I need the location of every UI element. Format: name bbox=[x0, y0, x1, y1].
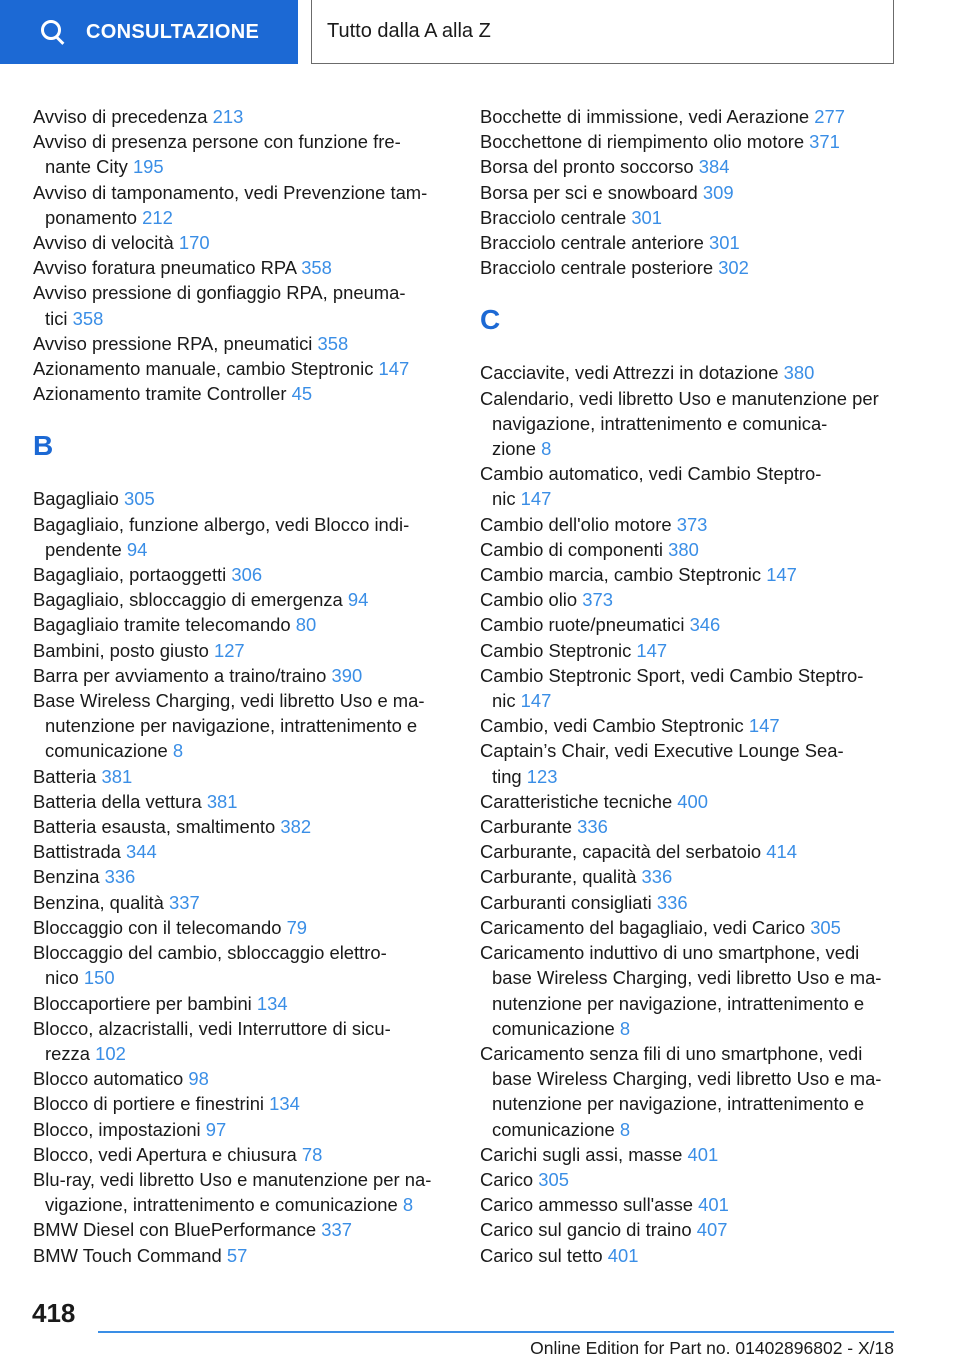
index-entry-text: ting bbox=[492, 765, 522, 787]
index-column-left bbox=[33, 104, 453, 1268]
index-entry-text: Caratteristiche tecniche bbox=[480, 790, 673, 812]
page-reference-link[interactable]: 127 bbox=[213, 639, 245, 661]
page-reference-link[interactable]: 212 bbox=[142, 206, 173, 228]
index-entry bbox=[480, 386, 900, 462]
page-reference-link[interactable]: 358 bbox=[72, 307, 104, 329]
page-reference-link[interactable]: 407 bbox=[696, 1219, 728, 1241]
page-reference-link[interactable]: 8 bbox=[619, 1118, 631, 1140]
index-entry bbox=[480, 713, 900, 738]
index-entry-text: Cambio Steptronic bbox=[480, 639, 632, 661]
page-reference-link[interactable]: 277 bbox=[814, 106, 845, 127]
page-reference-link[interactable]: 336 bbox=[577, 816, 608, 838]
page-reference-link[interactable]: 8 bbox=[172, 740, 184, 762]
page-reference-link[interactable]: 380 bbox=[783, 362, 815, 384]
index-entry-text: Bagagliaio, portaoggetti bbox=[33, 564, 227, 586]
page-reference-link[interactable]: 134 bbox=[269, 1093, 300, 1115]
page-reference-link[interactable]: 384 bbox=[698, 156, 730, 178]
page-reference-link[interactable]: 401 bbox=[687, 1143, 719, 1165]
index-entry bbox=[480, 537, 900, 562]
index-entry bbox=[480, 360, 900, 385]
index-entry bbox=[480, 1192, 900, 1217]
page-reference-link[interactable]: 147 bbox=[748, 715, 780, 737]
page-reference-link[interactable]: 147 bbox=[378, 358, 410, 380]
index-entry bbox=[33, 764, 453, 789]
index-entry-text: Battistrada bbox=[33, 841, 121, 863]
page-reference-link[interactable]: 305 bbox=[538, 1168, 569, 1190]
index-entry-text: nutenzione per navigazione, intrattenimento e bbox=[45, 715, 418, 737]
page-reference-link[interactable]: 134 bbox=[256, 992, 288, 1014]
index-entry-text: Carburante, qualità bbox=[480, 866, 637, 888]
index-entry bbox=[480, 1243, 900, 1268]
page-reference-link[interactable]: 57 bbox=[226, 1244, 248, 1266]
index-entry-text: Carburante bbox=[480, 816, 573, 838]
index-entry-text: tici bbox=[45, 307, 68, 329]
index-entry bbox=[33, 612, 453, 637]
index-entry bbox=[33, 991, 453, 1016]
page-reference-link[interactable]: 336 bbox=[104, 866, 136, 888]
index-entry bbox=[480, 1217, 900, 1242]
index-entry-text: Borsa per sci e snowboard bbox=[480, 181, 698, 203]
page-reference-link[interactable]: 302 bbox=[718, 257, 749, 279]
index-entry-text: Blu-ray, vedi libretto Uso e manutenzione per na- bbox=[33, 1168, 432, 1190]
index-entry-text: Cambio marcia, cambio Steptronic bbox=[480, 564, 762, 586]
search-icon bbox=[40, 19, 66, 45]
index-entry bbox=[480, 1142, 900, 1167]
index-entry-text: Blocco, alzacristalli, vedi Interruttore di sicu- bbox=[33, 1017, 391, 1039]
index-entry-text: nic bbox=[492, 690, 516, 712]
index-entry-text: Avviso di precedenza bbox=[33, 106, 208, 127]
page-reference-link[interactable]: 346 bbox=[689, 614, 721, 636]
index-entry-text: comunicazione bbox=[492, 1118, 615, 1140]
index-entry-text: Cambio di componenti bbox=[480, 538, 663, 560]
page-reference-link[interactable]: 337 bbox=[169, 891, 200, 913]
index-entry bbox=[33, 104, 453, 129]
page-reference-link[interactable]: 309 bbox=[702, 181, 734, 203]
index-entry bbox=[33, 1091, 453, 1116]
page-reference-link[interactable]: 344 bbox=[126, 841, 157, 863]
page-reference-link[interactable]: 147 bbox=[520, 488, 552, 510]
index-entry-text: Cambio dell'olio motore bbox=[480, 513, 672, 535]
index-entry-text: Cambio Steptronic Sport, vedi Cambio Steptro- bbox=[480, 664, 864, 686]
index-entry bbox=[480, 230, 900, 255]
page-reference-link[interactable]: 150 bbox=[83, 967, 115, 989]
index-entry bbox=[33, 1243, 453, 1268]
page-reference-link[interactable]: 78 bbox=[301, 1143, 323, 1165]
index-entry-text: Batteria bbox=[33, 765, 97, 787]
index-entry bbox=[33, 1167, 453, 1217]
index-entry bbox=[33, 1117, 453, 1142]
page-reference-link[interactable]: 336 bbox=[656, 891, 688, 913]
page-reference-link[interactable]: 305 bbox=[810, 916, 841, 938]
index-entry-text: Avviso foratura pneumatico RPA bbox=[33, 257, 297, 279]
page-reference-link[interactable]: 337 bbox=[321, 1219, 352, 1241]
index-entry-text: vigazione, intrattenimento e comunicazione bbox=[45, 1194, 398, 1216]
index-entry bbox=[480, 255, 900, 280]
page-reference-link[interactable]: 94 bbox=[126, 538, 148, 560]
page-reference-link[interactable]: 102 bbox=[95, 1042, 126, 1064]
index-entry-text: Blocco, impostazioni bbox=[33, 1118, 201, 1140]
page-reference-link[interactable]: 147 bbox=[520, 690, 552, 712]
index-entry-text: Bloccaggio con il telecomando bbox=[33, 916, 282, 938]
index-entry bbox=[480, 104, 900, 129]
index-entry-text: BMW Touch Command bbox=[33, 1244, 222, 1266]
footer-divider bbox=[98, 1331, 894, 1333]
index-entry bbox=[480, 814, 900, 839]
index-entry bbox=[480, 612, 900, 637]
index-entry bbox=[33, 562, 453, 587]
index-entry bbox=[33, 638, 453, 663]
index-entry-text: Bracciolo centrale anteriore bbox=[480, 232, 704, 254]
index-entry-text: Azionamento tramite Controller bbox=[33, 383, 287, 405]
index-entry-text: Carico sul gancio di traino bbox=[480, 1219, 692, 1241]
page-reference-link[interactable]: 373 bbox=[676, 513, 708, 535]
index-entry-text: Bocchettone di riempimento olio motore bbox=[480, 131, 805, 153]
header bbox=[0, 0, 960, 66]
index-entry bbox=[480, 180, 900, 205]
index-entry bbox=[33, 180, 453, 230]
index-entry-text: Benzina, qualità bbox=[33, 891, 164, 913]
index-entry-text: Cambio automatico, vedi Cambio Steptro- bbox=[480, 463, 822, 485]
index-entry-text: Caricamento induttivo di uno smartphone, vedi bbox=[480, 942, 860, 964]
index-entry bbox=[480, 1041, 900, 1142]
index-entry bbox=[33, 129, 453, 179]
index-entry bbox=[480, 1167, 900, 1192]
page-reference-link[interactable]: 8 bbox=[541, 438, 552, 460]
page-reference-link[interactable]: 382 bbox=[280, 816, 312, 838]
index-entry bbox=[33, 1066, 453, 1091]
index-entry-text: zione bbox=[492, 438, 536, 460]
section-title-box bbox=[311, 0, 894, 64]
index-entry-text: Bracciolo centrale posteriore bbox=[480, 257, 714, 279]
page-reference-link[interactable]: 97 bbox=[205, 1118, 227, 1140]
tab-consultazione[interactable] bbox=[0, 0, 298, 64]
index-entry bbox=[480, 461, 900, 511]
index-entry bbox=[33, 381, 453, 406]
index-entry-text: Avviso di presenza persone con funzione fre- bbox=[33, 131, 401, 153]
index-entry-text: Bagagliaio tramite telecomando bbox=[33, 614, 291, 636]
index-entry bbox=[33, 230, 453, 255]
page-reference-link[interactable]: 79 bbox=[286, 916, 308, 938]
page-reference-link[interactable]: 8 bbox=[619, 1017, 631, 1039]
index-entry bbox=[480, 154, 900, 179]
page-reference-link[interactable]: 45 bbox=[291, 383, 313, 405]
page-reference-link[interactable]: 80 bbox=[295, 614, 317, 636]
page-reference-link[interactable]: 358 bbox=[317, 332, 349, 354]
page-reference-link[interactable]: 414 bbox=[766, 841, 797, 863]
index-entry bbox=[33, 331, 453, 356]
index-entry bbox=[33, 356, 453, 381]
index-entry bbox=[480, 587, 900, 612]
index-entry bbox=[33, 1142, 453, 1167]
index-entry-text: nic bbox=[492, 488, 516, 510]
page-reference-link[interactable]: 381 bbox=[206, 790, 238, 812]
index-entry-text: Avviso di velocità bbox=[33, 232, 174, 254]
index-entry-text: Blocco automatico bbox=[33, 1068, 184, 1090]
index-entry-text: nico bbox=[45, 967, 79, 989]
index-entry bbox=[33, 255, 453, 280]
page-reference-link[interactable]: 195 bbox=[132, 156, 164, 178]
index-entry-text: Carico ammesso sull'asse bbox=[480, 1194, 694, 1216]
index-entry-text: Bambini, posto giusto bbox=[33, 639, 209, 661]
index-entry-text: nutenzione per navigazione, intrattenimento e bbox=[492, 992, 865, 1014]
index-entry bbox=[480, 738, 900, 788]
index-entry-text: Bagagliaio, sbloccaggio di emergenza bbox=[33, 589, 343, 611]
index-entry-text: BMW Diesel con BluePerformance bbox=[33, 1219, 317, 1241]
index-entry bbox=[33, 839, 453, 864]
index-entry-text: ponamento bbox=[45, 206, 138, 228]
index-entry-text: Avviso di tamponamento, vedi Prevenzione tam- bbox=[33, 181, 428, 203]
index-entry bbox=[33, 688, 453, 764]
index-entry bbox=[33, 486, 453, 511]
index-letter-heading: C bbox=[480, 304, 501, 336]
page-reference-link[interactable]: 147 bbox=[766, 564, 797, 586]
index-entry-text: Bloccaportiere per bambini bbox=[33, 992, 252, 1014]
index-entry-text: Captain’s Chair, vedi Executive Lounge Sea- bbox=[480, 740, 844, 762]
index-entry bbox=[33, 814, 453, 839]
index-entry-text: Carichi sugli assi, masse bbox=[480, 1143, 683, 1165]
index-entry-text: Bagagliaio, funzione albergo, vedi Blocco indi- bbox=[33, 513, 410, 535]
index-entry bbox=[33, 789, 453, 814]
page-reference-link[interactable]: 390 bbox=[331, 664, 363, 686]
page-reference-link[interactable]: 98 bbox=[188, 1068, 209, 1090]
index-entry-text: base Wireless Charging, vedi libretto Uso e ma- bbox=[492, 1068, 882, 1090]
page-reference-link[interactable]: 147 bbox=[636, 639, 668, 661]
index-entry-text: Caricamento senza fili di uno smartphone, vedi bbox=[480, 1042, 863, 1064]
index-entry-text: pendente bbox=[45, 538, 122, 560]
index-entry-text: Cacciavite, vedi Attrezzi in dotazione bbox=[480, 362, 779, 384]
page-reference-link[interactable]: 8 bbox=[402, 1194, 414, 1216]
index-entry bbox=[480, 638, 900, 663]
page-reference-link[interactable]: 401 bbox=[698, 1194, 729, 1216]
page-reference-link[interactable]: 305 bbox=[124, 488, 155, 510]
index-entry-text: Cambio, vedi Cambio Steptronic bbox=[480, 715, 744, 737]
index-entry-text: comunicazione bbox=[492, 1017, 615, 1039]
index-entry-text: Carburanti consigliati bbox=[480, 891, 652, 913]
page-reference-link[interactable]: 306 bbox=[231, 564, 263, 586]
index-entry bbox=[33, 512, 453, 562]
index-letter-heading: B bbox=[33, 430, 54, 462]
index-entry-text: Calendario, vedi libretto Uso e manutenzione per bbox=[480, 387, 879, 409]
index-entry-text: Borsa del pronto soccorso bbox=[480, 156, 694, 178]
index-entry-text: navigazione, intrattenimento e comunica- bbox=[492, 412, 828, 434]
index-entry-text: comunicazione bbox=[45, 740, 168, 762]
index-entry-text: Bagagliaio bbox=[33, 488, 119, 510]
index-entry-text: Carico sul tetto bbox=[480, 1244, 603, 1266]
page-reference-link[interactable]: 170 bbox=[178, 232, 210, 254]
index-entry-text: Base Wireless Charging, vedi libretto Uso e ma- bbox=[33, 690, 425, 712]
index-entry-text: Avviso pressione RPA, pneumatici bbox=[33, 332, 313, 354]
index-entry-text: Avviso pressione di gonfiaggio RPA, pneuma- bbox=[33, 282, 406, 304]
index-entry-text: rezza bbox=[45, 1042, 90, 1064]
index-entry-text: Bloccaggio del cambio, sbloccaggio elettro- bbox=[33, 942, 387, 964]
section-title: Tutto dalla A alla Z bbox=[327, 20, 491, 42]
index-entry-text: Batteria della vettura bbox=[33, 790, 202, 812]
index-entry bbox=[33, 1016, 453, 1066]
index-entry bbox=[480, 940, 900, 1041]
index-entry bbox=[33, 587, 453, 612]
index-entry-text: Benzina bbox=[33, 866, 100, 888]
page-reference-link[interactable]: 123 bbox=[526, 765, 558, 787]
index-entry-text: Blocco, vedi Apertura e chiusura bbox=[33, 1143, 297, 1165]
index-entry-text: Batteria esausta, smaltimento bbox=[33, 816, 276, 838]
page-number: 418 bbox=[32, 1298, 76, 1328]
edition-footer: Online Edition for Part no. 01402896802 - X/18 bbox=[530, 1338, 894, 1358]
page-reference-link[interactable]: 380 bbox=[668, 538, 699, 560]
index-entry-text: Cambio ruote/pneumatici bbox=[480, 614, 685, 636]
index-entry bbox=[480, 205, 900, 230]
index-entry-text: nutenzione per navigazione, intrattenimento e bbox=[492, 1093, 865, 1115]
index-entry-text: Azionamento manuale, cambio Steptronic bbox=[33, 358, 374, 380]
page-reference-link[interactable]: 301 bbox=[631, 206, 662, 228]
index-entry-text: Cambio olio bbox=[480, 589, 578, 611]
index-entry-text: Carburante, capacità del serbatoio bbox=[480, 841, 762, 863]
index-entry bbox=[480, 864, 900, 889]
index-entry bbox=[33, 1217, 453, 1242]
index-entry bbox=[480, 839, 900, 864]
index-entry bbox=[480, 789, 900, 814]
page-reference-link[interactable]: 94 bbox=[347, 589, 369, 611]
index-entry bbox=[33, 663, 453, 688]
index-entry bbox=[33, 280, 453, 330]
index-entry bbox=[33, 940, 453, 990]
page-reference-link[interactable]: 381 bbox=[101, 765, 133, 787]
index-column-right bbox=[480, 104, 900, 1268]
index-entry-text: Barra per avviamento a traino/traino bbox=[33, 664, 327, 686]
page-reference-link[interactable]: 301 bbox=[709, 232, 740, 254]
index-entry-text: base Wireless Charging, vedi libretto Uso e ma- bbox=[492, 967, 882, 989]
index-entry-text: Bocchette di immissione, vedi Aerazione bbox=[480, 106, 810, 127]
index-entry bbox=[480, 562, 900, 587]
page-reference-link[interactable]: 373 bbox=[582, 589, 613, 611]
index-entry bbox=[33, 915, 453, 940]
index-entry-text: Carico bbox=[480, 1168, 534, 1190]
page-reference-link[interactable]: 371 bbox=[809, 131, 840, 153]
index-entry bbox=[480, 512, 900, 537]
page-reference-link[interactable]: 400 bbox=[677, 790, 708, 812]
page-reference-link[interactable]: 213 bbox=[212, 106, 244, 127]
page-reference-link[interactable]: 336 bbox=[641, 866, 673, 888]
index-entry bbox=[480, 663, 900, 713]
tab-consultazione-label: CONSULTAZIONE bbox=[86, 20, 260, 43]
index-entry bbox=[480, 890, 900, 915]
index-entry-text: Caricamento del bagagliaio, vedi Carico bbox=[480, 916, 806, 938]
index-entry bbox=[33, 864, 453, 889]
index-entry-text: Blocco di portiere e finestrini bbox=[33, 1093, 265, 1115]
page-reference-link[interactable]: 401 bbox=[607, 1244, 639, 1266]
page-reference-link[interactable]: 358 bbox=[301, 257, 332, 279]
index-entry-text: nante City bbox=[45, 156, 128, 178]
index-entry-text: Bracciolo centrale bbox=[480, 206, 627, 228]
index-entry bbox=[33, 890, 453, 915]
index-entry bbox=[480, 129, 900, 154]
index-entry bbox=[480, 915, 900, 940]
